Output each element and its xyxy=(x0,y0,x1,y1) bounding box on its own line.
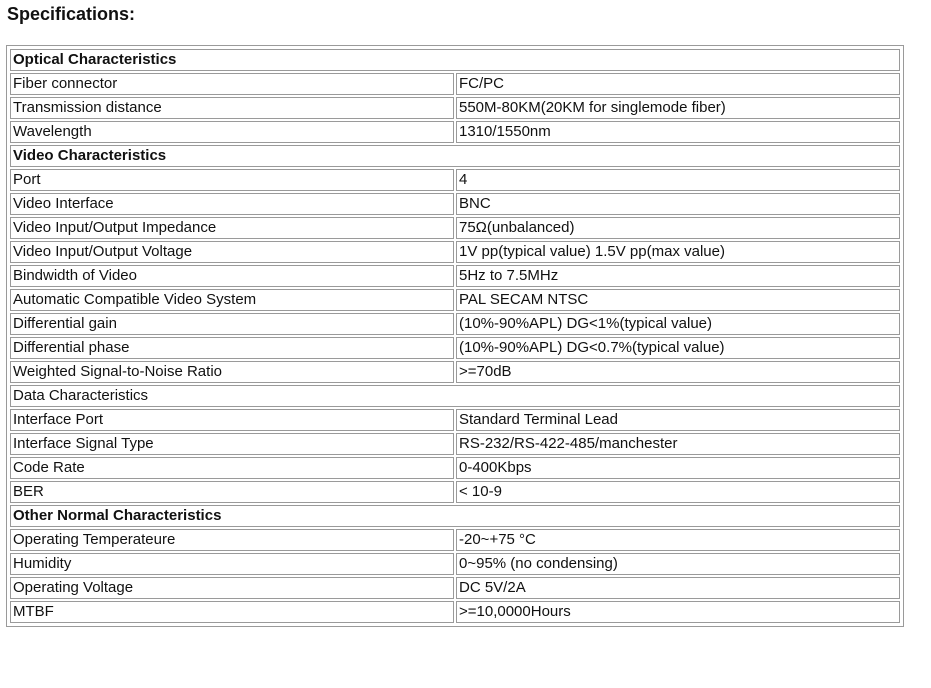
parameter-cell: Interface Signal Type xyxy=(10,433,454,455)
value-cell: BNC xyxy=(456,193,900,215)
parameter-cell: Operating Voltage xyxy=(10,577,454,599)
value-cell: 5Hz to 7.5MHz xyxy=(456,265,900,287)
section-title: Optical Characteristics xyxy=(10,49,900,71)
table-row xyxy=(10,241,900,263)
table-row xyxy=(10,289,900,311)
specifications-table xyxy=(6,45,904,627)
table-row xyxy=(10,481,900,503)
table-row xyxy=(10,601,900,623)
table-row xyxy=(10,313,900,335)
parameter-cell: Port xyxy=(10,169,454,191)
page-title: Specifications: xyxy=(7,4,136,24)
value-cell: 1V pp(typical value) 1.5V pp(max value) xyxy=(456,241,900,263)
parameter-cell: Interface Port xyxy=(10,409,454,431)
parameter-cell: Video Input/Output Voltage xyxy=(10,241,454,263)
value-cell: 0~95% (no condensing) xyxy=(456,553,900,575)
parameter-cell: BER xyxy=(10,481,454,503)
section-title: Video Characteristics xyxy=(10,145,900,167)
parameter-cell: Bindwidth of Video xyxy=(10,265,454,287)
table-row xyxy=(10,433,900,455)
table-row xyxy=(10,193,900,215)
table-row xyxy=(10,121,900,143)
section-title: Other Normal Characteristics xyxy=(10,505,900,527)
value-cell: (10%-90%APL) DG<0.7%(typical value) xyxy=(456,337,900,359)
table-row xyxy=(10,97,900,119)
value-cell: 75Ω(unbalanced) xyxy=(456,217,900,239)
value-cell: (10%-90%APL) DG<1%(typical value) xyxy=(456,313,900,335)
value-cell: 1310/1550nm xyxy=(456,121,900,143)
value-cell: -20~+75 °C xyxy=(456,529,900,551)
table-row xyxy=(10,337,900,359)
value-cell: 0-400Kbps xyxy=(456,457,900,479)
parameter-cell: Video Interface xyxy=(10,193,454,215)
value-cell: >=10,0000Hours xyxy=(456,601,900,623)
value-cell: PAL SECAM NTSC xyxy=(456,289,900,311)
parameter-cell: Transmission distance xyxy=(10,97,454,119)
table-row xyxy=(10,217,900,239)
parameter-cell: Differential phase xyxy=(10,337,454,359)
specifications-table-body xyxy=(10,49,900,623)
value-cell: DC 5V/2A xyxy=(456,577,900,599)
value-cell: 4 xyxy=(456,169,900,191)
section-header-row xyxy=(10,385,900,407)
table-row xyxy=(10,409,900,431)
table-row xyxy=(10,457,900,479)
table-row xyxy=(10,265,900,287)
parameter-cell: Video Input/Output Impedance xyxy=(10,217,454,239)
parameter-cell: Operating Temperateure xyxy=(10,529,454,551)
table-row xyxy=(10,553,900,575)
value-cell: < 10-9 xyxy=(456,481,900,503)
table-row xyxy=(10,361,900,383)
parameter-cell: Differential gain xyxy=(10,313,454,335)
value-cell: 550M-80KM(20KM for singlemode fiber) xyxy=(456,97,900,119)
parameter-cell: Weighted Signal-to-Noise Ratio xyxy=(10,361,454,383)
section-header-row xyxy=(10,49,900,71)
parameter-cell: Humidity xyxy=(10,553,454,575)
parameter-cell: Wavelength xyxy=(10,121,454,143)
section-header-row xyxy=(10,505,900,527)
section-header-row xyxy=(10,145,900,167)
value-cell: RS-232/RS-422-485/manchester xyxy=(456,433,900,455)
value-cell: Standard Terminal Lead xyxy=(456,409,900,431)
table-row xyxy=(10,73,900,95)
parameter-cell: MTBF xyxy=(10,601,454,623)
table-row xyxy=(10,529,900,551)
parameter-cell: Code Rate xyxy=(10,457,454,479)
section-title: Data Characteristics xyxy=(10,385,900,407)
parameter-cell: Fiber connector xyxy=(10,73,454,95)
value-cell: >=70dB xyxy=(456,361,900,383)
table-row xyxy=(10,577,900,599)
table-row xyxy=(10,169,900,191)
parameter-cell: Automatic Compatible Video System xyxy=(10,289,454,311)
value-cell: FC/PC xyxy=(456,73,900,95)
